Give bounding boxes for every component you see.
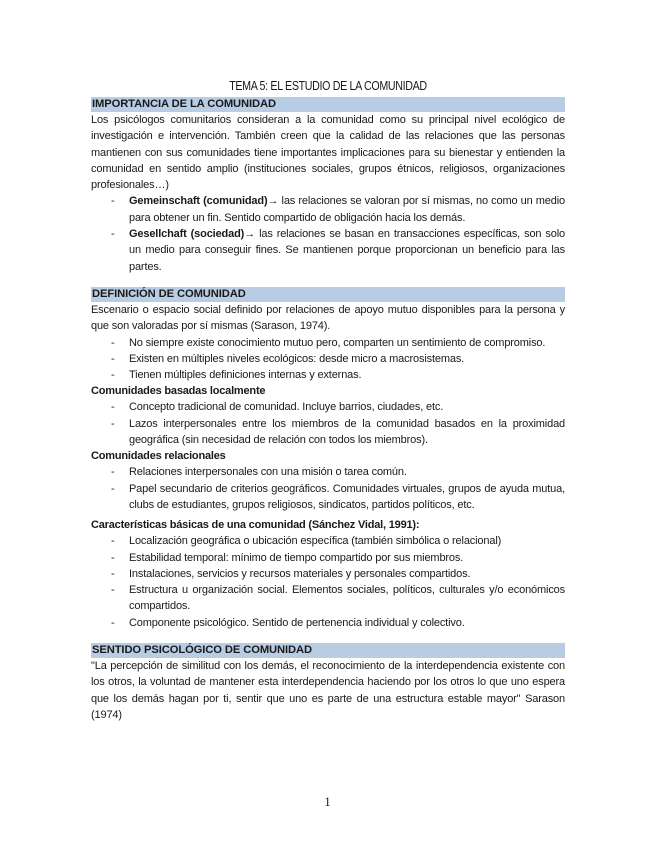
list-item: - Papel secundario de criterios geográficos. Comunidades virtuales, grupos de ayuda mutua, clubs de estudiantes, grupos religiosos, sindicatos, partidos políticos, etc. xyxy=(111,482,565,511)
paragraph-sentido: "La percepción de similitud con los demás, el reconocimiento de la interdependencia existente con los otros, la voluntad de mantener esta interdependencia haciendo por los otros lo que uno espera que los demás hagan por ti, sentir que uno es parte de una estructura estable mayor" Sarason (1974) xyxy=(91,660,565,721)
paragraph-definicion: Escenario o espacio social definido por relaciones de apoyo mutuo disponibles para la persona y que son valoradas por sí mismas (Sarason, 1974). xyxy=(91,303,565,333)
section-heading-sentido: SENTIDO PSICOLÓGICO DE COMUNIDAD xyxy=(91,643,565,658)
page-number: 1 xyxy=(324,794,331,809)
list-basadas xyxy=(91,399,565,448)
list-item: - No siempre existe conocimiento mutuo pero, comparten un sentimiento de compromiso. xyxy=(111,336,546,349)
subheading-relacionales: Comunidades relacionales xyxy=(91,450,226,463)
list-item: - Gemeinschaft (comunidad)→ las relaciones se valoran por sí mismas, no como un medio para obtener un fin. Sentido compartido de obligación hacia los demás. xyxy=(111,195,565,224)
paragraph-importancia: Los psicólogos comunitarios consideran a la comunidad como su principal nivel ecológico de investigación e intervención. También creen que la calidad de las relaciones que las personas mantienen con sus comunidades tiene importantes implicaciones para su bienestar y entienden la comunidad en sentido amplio (instituciones sociales, grupos étnicos, religiosos, organizaciones profesionales…) xyxy=(91,114,565,192)
list-item: - Relaciones interpersonales con una misión o tarea común. xyxy=(111,466,407,479)
subheading-caracteristicas: Características básicas de una comunidad (Sánchez Vidal, 1991): xyxy=(91,519,420,532)
term-gesellchaft: Gesellchaft (sociedad) xyxy=(129,228,245,241)
arrow-icon: → xyxy=(267,195,279,208)
section-heading-importancia: IMPORTANCIA DE LA COMUNIDAD xyxy=(91,97,565,112)
arrow-icon: → xyxy=(244,228,256,241)
list-item: - Tienen múltiples definiciones internas y externas. xyxy=(111,369,362,382)
list-item: - Lazos interpersonales entre los miembros de la comunidad basados en la proximidad geográfica (sin necesidad de relación con todos los miembros). xyxy=(111,417,565,447)
term-gemeinschaft: Gemeinschaft (comunidad) xyxy=(129,195,268,208)
list-item: - Existen en múltiples niveles ecológicos: desde micro a macrosistemas. xyxy=(111,352,465,365)
document-page xyxy=(91,78,565,723)
list-relacionales xyxy=(91,464,565,513)
list-gemeinschaft-gesellchaft xyxy=(91,193,565,274)
list-item: - Estabilidad temporal: mínimo de tiempo compartido por sus miembros. xyxy=(111,551,464,564)
section-heading-definicion: DEFINICIÓN DE COMUNIDAD xyxy=(91,287,565,302)
list-item: - Estructura u organización social. Elementos sociales, políticos, culturales y/o económicos compartidos. xyxy=(111,584,565,613)
subheading-basadas: Comunidades basadas localmente xyxy=(91,385,266,398)
list-item: - Gesellchaft (sociedad)→ las relaciones se basan en transacciones específicas, son solo un medio para conseguir fines. Se mantienen porque proporcionan un beneficio para las partes. xyxy=(111,228,565,273)
list-item: - Localización geográfica o ubicación específica (también simbólica o relacional) xyxy=(111,535,502,548)
document-title: TEMA 5: EL ESTUDIO DE LA COMUNIDAD xyxy=(229,78,427,93)
list-item: - Instalaciones, servicios y recursos materiales y personales compartidos. xyxy=(111,567,471,580)
list-item: - Concepto tradicional de comunidad. Incluye barrios, ciudades, etc. xyxy=(111,401,444,414)
list-definicion xyxy=(91,335,565,384)
list-item: - Componente psicológico. Sentido de pertenencia individual y colectivo. xyxy=(111,616,465,629)
list-caracteristicas xyxy=(91,533,565,631)
